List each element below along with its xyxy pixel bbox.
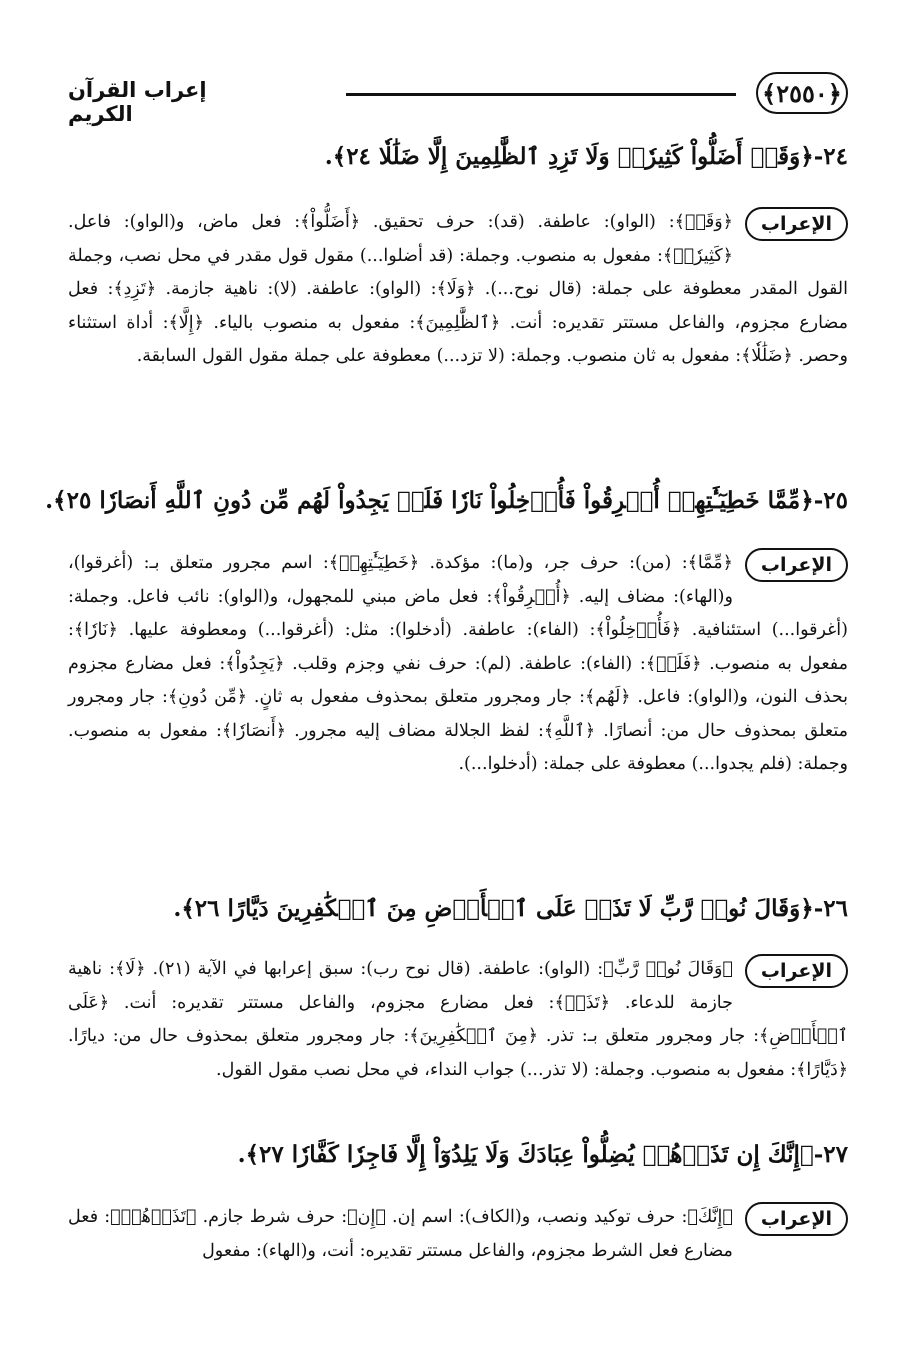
irab-badge: الإعراب (745, 548, 848, 582)
irab-text: ﴿إِنَّكَ﴾: حرف توكيد ونصب، و(الكاف): اسم إن. ﴿إِن﴾: حرف شرط جازم. ﴿تَذَرۡهُمۡ﴾: فعل مضارع فعل الشرط مجزوم، والفاعل مستتر تقديره: أنت، و(الهاء): مفعول (68, 1207, 733, 1261)
verse-25: ٢٥-﴿مِّمَّا خَطِيٓـَٰٔتِهِمۡ أُغۡرِقُواْ فَأُدۡخِلُواْ نَارٗا فَلَمۡ يَجِدُواْ لَهُم مِّن دُونِ ٱللَّهِ أَنصَارٗا ٢٥﴾. (45, 487, 848, 514)
verse-26: ٢٦-﴿وَقَالَ نُوحٞ رَّبِّ لَا تَذَرۡ عَلَى ٱلۡأَرۡضِ مِنَ ٱلۡكَٰفِرِينَ دَيَّارًا ٢٦﴾. (173, 895, 848, 922)
page-header (68, 72, 848, 126)
irab-paragraph-27 (68, 1201, 848, 1268)
irab-paragraph-24 (68, 206, 848, 374)
irab-text: ﴿مِّمَّا﴾: (من): حرف جر، و(ما): مؤكدة. ﴿خَطِيٓـَٰٔتِهِمۡ﴾: اسم مجرور متعلق بـ: (أغرقوا)، و(الهاء): مضاف إليه. ﴿أُغۡرِقُواْ﴾: فعل ماض مبني للمجهول، و(الواو): نائب فاعل. وجملة: (أغرقوا...) استئنافية. ﴿فَأُدۡخِلُواْ﴾: (الفاء): عاطفة. (أدخلوا): مثل: (أغرقوا...) ومعطوفة عليها. ﴿نَارٗا﴾: مفعول به منصوب. ﴿فَلَمۡ﴾: (الفاء): عاطفة. (لم): حرف نفي وجزم وقلب. ﴿يَجِدُواْ﴾: فعل مضارع مجزوم بحذف النون، و(الواو): فاعل. ﴿لَهُم﴾: جار ومجرور متعلق بمحذوف مفعول به ثانٍ. ﴿مِّن دُونِ﴾: جار ومجرور متعلق بمحذوف حال من: أنصارًا. ﴿ٱللَّهِ﴾: لفظ الجلالة مضاف إليه مجرور. ﴿أَنصَارٗا﴾: مفعول به منصوب. وجملة: (فلم يجدوا...) معطوفة على جملة: (أدخلوا...). (68, 553, 848, 774)
irab-badge: الإعراب (745, 207, 848, 241)
irab-text: ﴿وَقَالَ نُوحٞ رَّبِّ﴾: (الواو): عاطفة. (قال نوح رب): سبق إعرابها في الآية (٢١). ﴿لَا﴾: ناهية جازمة للدعاء. ﴿تَذَرۡ﴾: فعل مضارع مجزوم، والفاعل مستتر تقديره: أنت. ﴿عَلَى ٱلۡأَرۡضِ﴾: جار ومجرور متعلق بـ: تذر. ﴿مِنَ ٱلۡكَٰفِرِينَ﴾: جار ومجرور متعلق بمحذوف حال من: ديارًا. ﴿دَيَّارًا﴾: مفعول به منصوب. وجملة: (لا تذر...) جواب النداء، في محل نصب مقول القول. (68, 959, 848, 1080)
irab-paragraph-26 (68, 953, 848, 1087)
irab-badge: الإعراب (745, 1202, 848, 1236)
verse-24: ٢٤-﴿وَقَدۡ أَضَلُّواْ كَثِيرٗاۖ وَلَا تَزِدِ ٱلظَّٰلِمِينَ إِلَّا ضَلَٰلٗا ٢٤﴾. (324, 143, 848, 170)
irab-badge: الإعراب (745, 954, 848, 988)
irab-paragraph-25 (68, 547, 848, 782)
irab-text: ﴿وَقَدۡ﴾: (الواو): عاطفة. (قد): حرف تحقيق. ﴿أَضَلُّواْ﴾: فعل ماض، و(الواو): فاعل. ﴿كَثِيرٗاۖ﴾: مفعول به منصوب. وجملة: (قد أضلوا...) مقول قول مقدر في محل نصب، وجملة القول المقدر معطوفة على جملة: (قال نوح...). ﴿وَلَا﴾: (الواو): عاطفة. (لا): ناهية جازمة. ﴿تَزِدِ﴾: فعل مضارع مجزوم، والفاعل مستتر تقديره: أنت. ﴿ٱلظَّٰلِمِينَ﴾: مفعول به منصوب بالياء. ﴿إِلَّا﴾: أداة استثناء وحصر. ﴿ضَلَٰلٗا﴾: مفعول به ثان منصوب. وجملة: (لا تزد...) معطوفة على جملة مقول القول السابقة. (68, 212, 848, 366)
verse-27: ٢٧-﴿إِنَّكَ إِن تَذَرۡهُمۡ يُضِلُّواْ عِبَادَكَ وَلَا يَلِدُوٓاْ إِلَّا فَاجِرٗا كَفَّارٗا ٢٧﴾. (237, 1141, 848, 1168)
header-rule (346, 93, 736, 96)
book-title: إعراب القرآن الكريم (68, 78, 207, 126)
page-number: ﴿٢٥٥٠﴾ (756, 72, 848, 114)
